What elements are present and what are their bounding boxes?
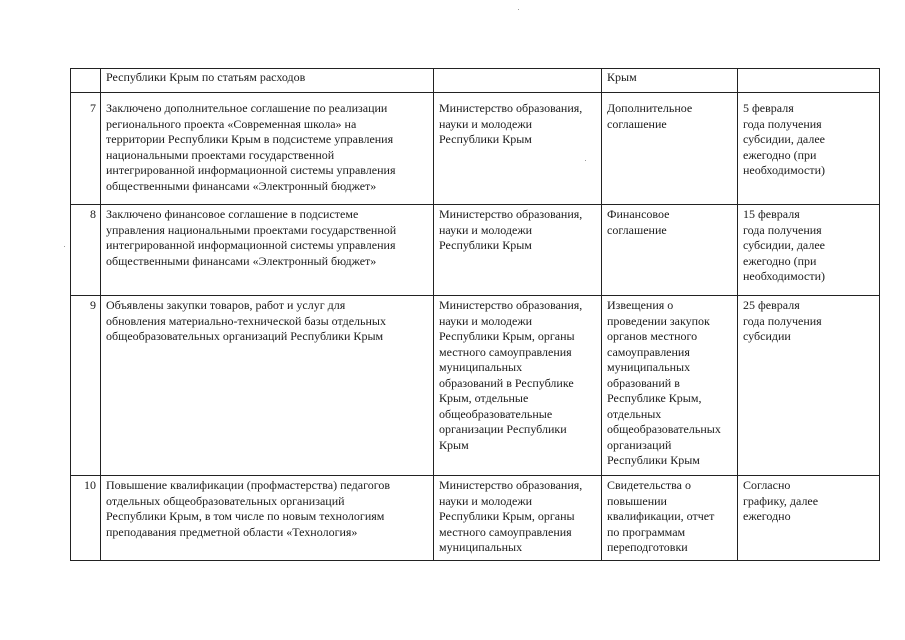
event-cell: Объявлены закупки товаров, работ и услуг для обновления материально-технической базы отдельных общеобразовательных организаций Республики Крым bbox=[101, 296, 434, 476]
scan-speck bbox=[518, 9, 519, 10]
row-number bbox=[71, 69, 101, 93]
row-number: 8 bbox=[71, 205, 101, 296]
responsible-cell: Министерство образования, науки и молодежи Республики Крым, органы местного самоуправления муниципальных bbox=[434, 476, 602, 561]
table-row bbox=[71, 296, 880, 476]
deadline-cell: 25 февраля года получения субсидии bbox=[738, 296, 880, 476]
document-cell: Свидетельства о повышении квалификации, отчет по программам переподготовки bbox=[602, 476, 738, 561]
event-cell: Заключено финансовое соглашение в подсистеме управления национальными проектами государственной интегрированной информационной системы управления общественными финансами «Электронный бюджет» bbox=[101, 205, 434, 296]
plan-table bbox=[70, 68, 880, 561]
document-cell: Дополнительное соглашение bbox=[602, 93, 738, 205]
responsible-cell: Министерство образования, науки и молодежи Республики Крым, органы местного самоуправления муниципальных образований в Республике Крым, отдельные общеобразовательные организации Республики Крым bbox=[434, 296, 602, 476]
event-cell: Повышение квалификации (профмастерства) педагогов отдельных общеобразовательных организаций Республики Крым, в том числе по новым технологиям преподавания предметной области «Технология» bbox=[101, 476, 434, 561]
deadline-cell: 15 февраля года получения субсидии, далее ежегодно (при необходимости) bbox=[738, 205, 880, 296]
table-row bbox=[71, 93, 880, 205]
responsible-cell: Министерство образования, науки и молодежи Республики Крым bbox=[434, 205, 602, 296]
deadline-cell: 5 февраля года получения субсидии, далее ежегодно (при необходимости) bbox=[738, 93, 880, 205]
row-number: 7 bbox=[71, 93, 101, 205]
document-cell: Финансовое соглашение bbox=[602, 205, 738, 296]
event-cell: Заключено дополнительное соглашение по реализации регионального проекта «Современная школа» на территории Республики Крым в подсистеме управления национальными проектами государственной интегрированной информационной системы управления общественными финансами «Электронный бюджет» bbox=[101, 93, 434, 205]
row-number: 9 bbox=[71, 296, 101, 476]
table-row bbox=[71, 69, 880, 93]
document-cell: Крым bbox=[602, 69, 738, 93]
event-cell: Республики Крым по статьям расходов bbox=[101, 69, 434, 93]
table-row bbox=[71, 476, 880, 561]
row-number: 10 bbox=[71, 476, 101, 561]
document-cell: Извещения о проведении закупок органов местного самоуправления муниципальных образований в Республике Крым, отдельных общеобразовательных организаций Республики Крым bbox=[602, 296, 738, 476]
responsible-cell: Министерство образования, науки и молодежи Республики Крым bbox=[434, 93, 602, 205]
deadline-cell: Согласно графику, далее ежегодно bbox=[738, 476, 880, 561]
scan-speck bbox=[64, 246, 65, 247]
table-row bbox=[71, 205, 880, 296]
responsible-cell bbox=[434, 69, 602, 93]
deadline-cell bbox=[738, 69, 880, 93]
